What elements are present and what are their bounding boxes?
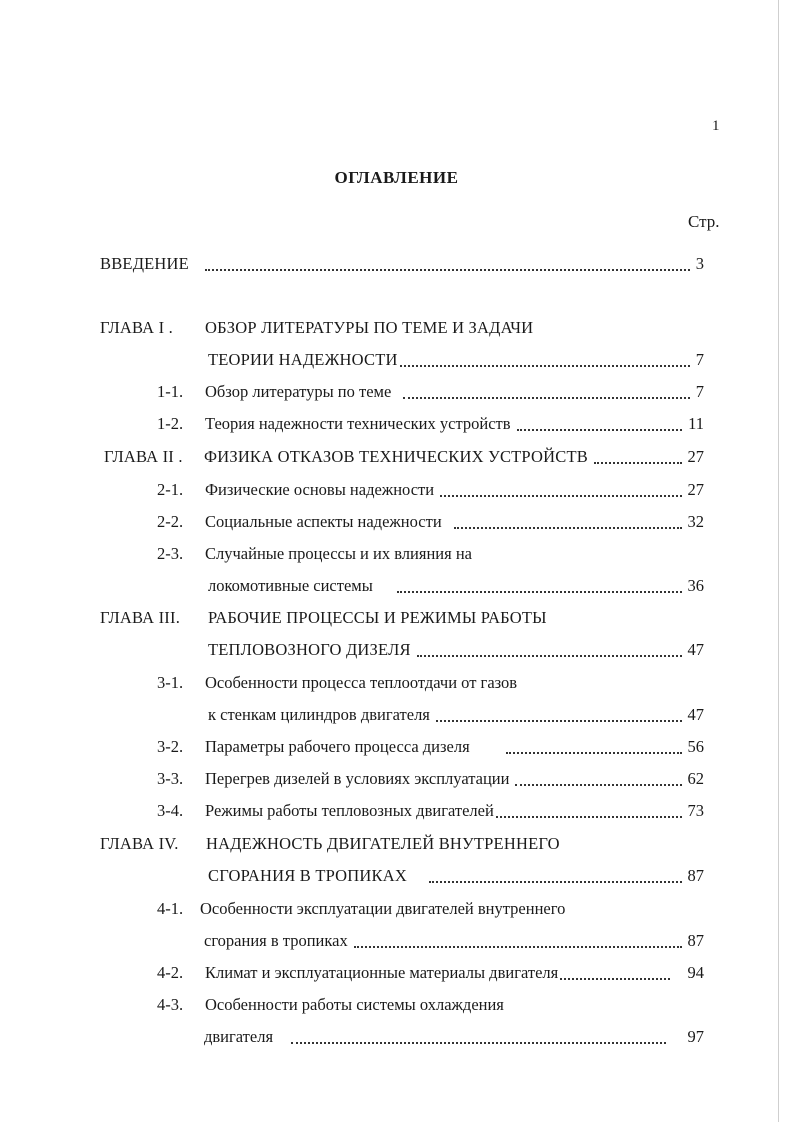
toc-section-3-1[interactable] [157,671,704,695]
toc-chapter-1[interactable] [100,316,704,340]
chapter-number: ГЛАВА I . [100,318,173,337]
toc-page-number: 11 [688,414,704,433]
section-title: Перегрев дизелей в условиях эксплуатации [205,769,510,788]
toc-page-number: 87 [687,866,704,885]
toc-page-number: 47 [687,705,704,724]
dot-leader [560,978,669,980]
chapter-title-line2: СГОРАНИЯ В ТРОПИКАХ [208,866,407,885]
dot-leader [594,462,682,464]
dot-leader [403,397,689,399]
section-title: Обзор литературы по теме [205,382,392,401]
section-title-line2: к стенкам цилиндров двигателя [208,705,430,724]
section-title-line2: двигателя [204,1027,274,1046]
toc-section-2-1[interactable] [157,478,704,502]
toc-section-4-1[interactable] [157,897,704,921]
section-title: Климат и эксплуатационные материалы двигателя [205,963,559,982]
toc-page-number: 27 [687,480,704,499]
toc-section-4-3[interactable] [157,993,704,1017]
toc-page-number: 47 [687,640,704,659]
toc-page-number: 97 [687,1027,704,1046]
toc-chapter-3-cont[interactable] [208,638,704,662]
toc-section-3-2[interactable] [157,735,704,759]
toc-section-3-1-cont[interactable] [208,703,704,727]
section-number: 3-1. [157,673,184,692]
section-title-line1: Особенности эксплуатации двигателей внутреннего [200,899,566,918]
toc-section-4-1-cont[interactable] [204,929,704,953]
toc-section-1-1[interactable] [157,380,704,404]
section-number: 1-1. [157,382,184,401]
toc-page-number: 27 [687,447,704,466]
section-title: Режимы работы тепловозных двигателей [205,801,494,820]
dot-leader [440,495,681,497]
section-number: 4-2. [157,963,184,982]
chapter-title-line1: ОБЗОР ЛИТЕРАТУРЫ ПО ТЕМЕ И ЗАДАЧИ [205,318,534,337]
section-number: 3-4. [157,801,184,820]
toc-page-number: 32 [687,512,704,531]
toc-page-number: 7 [695,382,704,401]
chapter-number: ГЛАВА III. [100,608,181,627]
section-number: 3-2. [157,737,184,756]
chapter-title-line1: НАДЕЖНОСТЬ ДВИГАТЕЛЕЙ ВНУТРЕННЕГО [206,834,560,853]
toc-section-4-2[interactable] [157,961,704,985]
section-title-line2: сгорания в тропиках [204,931,348,950]
dot-leader [429,881,682,883]
chapter-number: ГЛАВА II . [104,447,183,466]
toc-page-number: 73 [687,801,704,820]
toc-chapter-4[interactable] [100,832,704,856]
chapter-title-line1: РАБОЧИЕ ПРОЦЕССЫ И РЕЖИМЫ РАБОТЫ [208,608,547,627]
toc-page-number: 62 [687,769,704,788]
section-number: 1-2. [157,414,184,433]
dot-leader [506,752,682,754]
section-title: Физические основы надежности [205,480,435,499]
dot-leader [291,1042,665,1044]
section-number: 2-2. [157,512,184,531]
dot-leader [515,784,681,786]
section-number: 2-3. [157,544,184,563]
section-title: Параметры рабочего процесса дизеля [205,737,470,756]
toc-entry-label: ВВЕДЕНИЕ [100,254,189,273]
toc-page-number: 36 [687,576,704,595]
dot-leader [454,527,682,529]
toc-section-2-3[interactable] [157,542,704,566]
toc-page-number: 94 [687,963,704,982]
toc-section-2-2[interactable] [157,510,704,534]
section-title: Теория надежности технических устройств [205,414,511,433]
section-number: 4-3. [157,995,184,1014]
section-title-line1: Особенности работы системы охлаждения [205,995,504,1014]
toc-chapter-2[interactable] [104,445,704,469]
section-number: 2-1. [157,480,184,499]
page-column-label: Стр. [688,212,720,231]
chapter-number: ГЛАВА IV. [100,834,179,853]
dot-leader [436,720,682,722]
dot-leader [517,429,683,431]
page-number: 1 [712,118,720,134]
toc-chapter-1-cont[interactable] [208,348,704,372]
dot-leader [417,655,682,657]
section-title-line1: Случайные процессы и их влияния на [205,544,472,563]
toc-section-3-3[interactable] [157,767,704,791]
dot-leader [496,816,682,818]
chapter-title-line2: ТЕОРИИ НАДЕЖНОСТИ [208,350,398,369]
dot-leader [205,269,690,271]
chapter-title-line1: ФИЗИКА ОТКАЗОВ ТЕХНИЧЕСКИХ УСТРОЙСТВ [204,447,588,466]
toc-section-3-4[interactable] [157,799,704,823]
section-title: Социальные аспекты надежности [205,512,442,531]
toc-page-number: 7 [695,350,704,369]
toc-page-number: 56 [687,737,704,756]
page-title: ОГЛАВЛЕНИЕ [334,168,459,187]
toc-chapter-3[interactable] [100,606,704,630]
dot-leader [354,946,682,948]
section-title-line1: Особенности процесса теплоотдачи от газов [205,673,518,692]
section-number: 4-1. [157,899,184,918]
dot-leader [400,365,690,367]
toc-page-number: 87 [687,931,704,950]
toc-page-number: 3 [695,254,704,273]
toc-section-1-2[interactable] [157,412,704,436]
toc-chapter-4-cont[interactable] [208,864,704,888]
toc-section-2-3-cont[interactable] [208,574,704,598]
toc-section-4-3-cont[interactable] [204,1025,704,1049]
section-title-line2: локомотивные системы [208,576,373,595]
chapter-title-line2: ТЕПЛОВОЗНОГО ДИЗЕЛЯ [208,640,411,659]
section-number: 3-3. [157,769,184,788]
dot-leader [397,591,682,593]
toc-entry-intro[interactable] [100,252,704,276]
